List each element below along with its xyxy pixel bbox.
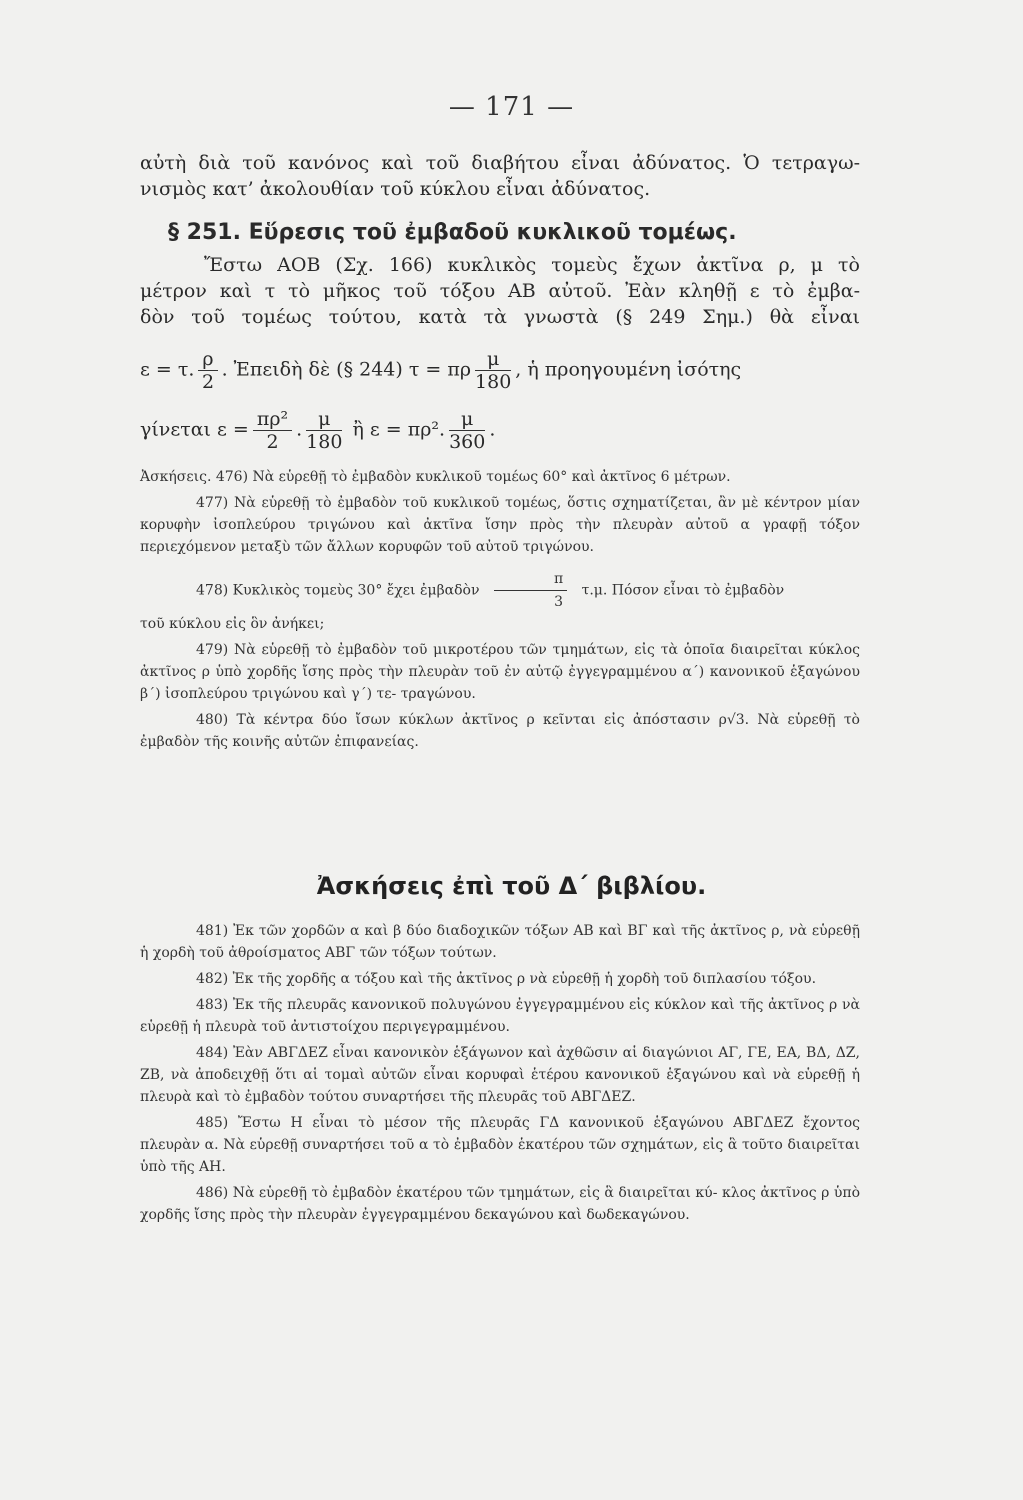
exercise-477: 477) Νὰ εὑρεθῇ τὸ ἐμβαδὸν τοῦ κυκλικοῦ τομέως, ὅστις σχηματίζεται, ἂν μὲ κέντρον μίαν κορυφὴν ἰσοπλεύρου τριγώνου καὶ ἀκτῖνα ἴσην πρὸς τὴν πλευρὰν αὐτοῦ α γραφῇ τόξον περιεχόμενον μεταξὺ τῶν ἄλλων κορυφῶν τοῦ αὐτοῦ τριγώνου. <box>140 495 860 555</box>
exercise-485: 485) Ἔστω Η εἶναι τὸ μέσον τῆς πλευρᾶς ΓΔ κανονικοῦ ἑξαγώνου ΑΒΓΔΕΖ ἔχοντος πλευρὰν α. Νὰ εὑρεθῇ συναρτήσει τοῦ α τὸ ἐμβαδὸν ἑκατέρου τῶν σχημάτων, εἰς ἃ τοῦτο διαιρεῖται ὑπὸ τῆς ΑΗ. <box>140 1115 860 1175</box>
eq1-tail: , ἡ προηγουμένη ἰσότης <box>515 358 742 381</box>
equation-1 <box>140 348 860 393</box>
page-number: — 171 — <box>448 92 575 122</box>
eq2-fraction-2 <box>306 408 342 453</box>
exercise-480: 480) Τὰ κέντρα δύο ἴσων κύκλων ἀκτῖνος ρ κεῖνται εἰς ἀπόστασιν ρ√3. Νὰ εὑρεθῇ τὸ ἐμβαδὸν τῆς κοινῆς αὐτῶν ἐπιφανείας. <box>140 712 860 750</box>
exercises-heading: Ἀσκήσεις ἐπὶ τοῦ Δ΄ βιβλίου. <box>316 872 707 900</box>
eq1-f2-den: 180 <box>475 371 512 393</box>
eq2-f1-num: πρ² <box>253 408 292 431</box>
eq1-fraction-2 <box>475 348 511 393</box>
exercise-478-den: 3 <box>554 594 564 610</box>
exercise-478-a: 478) Κυκλικὸς τομεὺς 30° ἔχει ἐμβαδὸν <box>196 582 480 599</box>
intro-line-1: αὐτὴ διὰ τοῦ κανόνος καὶ τοῦ διαβήτου εἶναι ἀδύνατος. Ὁ τετραγω- <box>140 152 860 174</box>
exercises-book-d <box>140 920 860 1226</box>
exercise-478-b: τ.μ. Πόσον εἶναι τὸ ἐμβαδὸν <box>581 582 785 599</box>
exercise-478-fraction <box>494 568 567 613</box>
eq1-f1-den: 2 <box>201 371 215 393</box>
eq1-mid: . Ἐπειδὴ δὲ (§ 244) τ = πρ <box>221 358 472 381</box>
eq2-fraction-1 <box>253 408 292 453</box>
intro-line-2: νισμὸς κατ’ ἀκολουθίαν τοῦ κύκλου εἶναι ἀδύνατος. <box>140 178 651 200</box>
eq1-lhs: ε = τ. <box>140 358 195 381</box>
section-heading: § 251. Εὕρεσις τοῦ ἐμβαδοῦ κυκλικοῦ τομέως. <box>168 220 737 245</box>
exercise-478 <box>140 568 860 613</box>
exercise-486: 486) Νὰ εὑρεθῇ τὸ ἐμβαδὸν ἑκατέρου τῶν τμημάτων, εἰς ἃ διαιρεῖται κύ- κλος ἀκτῖνος ρ ὑπὸ χορδῆς ἴσης πρὸς τὴν πλευρὰν ἐγγεγραμμένου δεκαγώνου καὶ δωδεκαγώνου. <box>140 1185 860 1223</box>
exercise-478-num: π <box>494 568 567 591</box>
exercise-479: 479) Νὰ εὑρεθῇ τὸ ἐμβαδὸν τοῦ μικροτέρου τῶν τμημάτων, εἰς τὰ ὁποῖα διαιρεῖται κύκλος ἀκτῖνος ρ ὑπὸ χορδῆς ἴσης πρὸς τὴν πλευρὰν τοῦ ἐν αὐτῷ ἐγγεγραμμένου α΄) κανονικοῦ ἑξαγώνου β΄) ἰσοπλεύρου τριγώνου καὶ γ΄) τε- τραγώνου. <box>140 642 860 702</box>
exercise-482: 482) Ἐκ τῆς χορδῆς α τόξου καὶ τῆς ἀκτῖνος ρ νὰ εὑρεθῇ ἡ χορδὴ τοῦ διπλασίου τόξου. <box>196 971 817 987</box>
eq1-fraction-1 <box>198 348 217 393</box>
equation-2 <box>140 408 860 453</box>
eq2-f2-den: 180 <box>306 431 343 453</box>
exercise-476: Ἀσκήσεις. 476) Νὰ εὑρεθῇ τὸ ἐμβαδὸν κυκλικοῦ τομέως 60° καὶ ἀκτῖνος 6 μέτρων. <box>140 469 731 485</box>
intro-paragraph <box>140 150 860 202</box>
eq2-f1-den: 2 <box>266 431 279 453</box>
body-line-3: δὸν τοῦ τομέως τούτου, κατὰ τὰ γνωστὰ (§ 249 Σημ.) θὰ εἶναι <box>140 306 860 328</box>
eq2-end: . <box>489 418 496 441</box>
body-line-2: μέτρον καὶ τ τὸ μῆκος τοῦ τόξου ΑΒ αὐτοῦ. Ἐὰν κληθῇ ε τὸ ἐμβα- <box>140 280 860 302</box>
eq2-f2-num: μ <box>306 408 342 431</box>
eq2-fraction-3 <box>449 408 485 453</box>
exercises-block <box>140 466 860 753</box>
eq2-f3-den: 360 <box>449 431 486 453</box>
exercise-481: 481) Ἐκ τῶν χορδῶν α καὶ β δύο διαδοχικῶν τόξων ΑΒ καὶ ΒΓ καὶ τῆς ἀκτῖνος ρ, νὰ εὑρεθῇ ἡ χορδὴ τοῦ ἀθροίσματος ΑΒΓ τῶν τόξων τούτων. <box>140 923 860 961</box>
eq1-f2-num: μ <box>475 348 511 371</box>
eq2-or: ἢ ε = πρ². <box>352 418 446 441</box>
exercise-484: 484) Ἐὰν ΑΒΓΔΕΖ εἶναι κανονικὸν ἑξάγωνον καὶ ἀχθῶσιν αἱ διαγώνιοι ΑΓ, ΓΕ, ΕΑ, ΒΔ, ΔΖ, ΖΒ, νὰ ἀποδειχθῇ ὅτι αἱ τομαὶ αὐτῶν εἶναι κορυφαὶ ἑτέρου κανονικοῦ ἑξαγώνου καὶ νὰ εὑρεθῇ ἡ πλευρὰ καὶ τὸ ἐμβαδὸν τούτου συναρτήσει τῆς πλευρᾶς τοῦ ΑΒΓΔΕΖ. <box>140 1045 860 1105</box>
eq1-f1-num: ρ <box>198 348 217 371</box>
body-line-1: Ἔστω ΑΟΒ (Σχ. 166) κυκλικὸς τομεὺς ἔχων ἀκτῖνα ρ, μ τὸ <box>204 254 860 276</box>
body-paragraph <box>140 252 860 330</box>
exercise-483: 483) Ἐκ τῆς πλευρᾶς κανονικοῦ πολυγώνου ἐγγεγραμμένου εἰς κύκλον καὶ τῆς ἀκτῖνος ρ νὰ εὑρεθῇ ἡ πλευρὰ τοῦ ἀντιστοίχου περιγεγραμμένου. <box>140 997 860 1035</box>
eq2-f3-num: μ <box>449 408 485 431</box>
eq2-lhs: γίνεται ε = <box>140 418 249 441</box>
eq2-dot: . <box>296 418 303 441</box>
exercise-478-c: τοῦ κύκλου εἰς ὃν ἀνήκει; <box>140 616 325 632</box>
